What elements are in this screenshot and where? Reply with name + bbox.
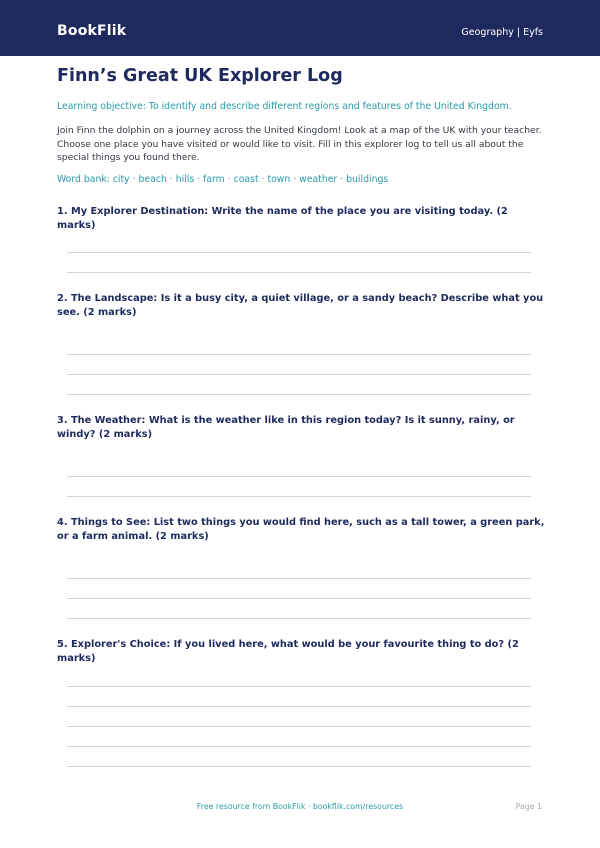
answer-line[interactable] [67,476,531,477]
footer-credit[interactable]: Free resource from BookFlik · bookflik.com/resources [196,802,404,811]
answer-line[interactable] [67,766,531,767]
answer-line[interactable] [67,706,531,707]
word-bank: Word bank: city · beach · hills · farm · coast · town · weather · buildings [57,174,389,185]
answer-line[interactable] [67,578,531,579]
answer-line[interactable] [67,374,531,375]
subject-label: Geography | Eyfs [461,27,543,38]
question-5: 5. Explorer's Choice: If you lived here, what would be your favourite thing to do? (2 marks) [57,639,519,664]
page-title: Finn’s Great UK Explorer Log [57,66,343,86]
answer-line[interactable] [67,394,531,395]
answer-line[interactable] [67,272,531,273]
answer-line[interactable] [67,618,531,619]
learning-objective: Learning objective: To identify and describe different regions and features of the United Kingdom. [57,101,512,112]
brand-logo[interactable]: BookFlik [57,23,127,39]
answer-line[interactable] [67,354,531,355]
answer-line[interactable] [67,252,531,253]
answer-line[interactable] [67,496,531,497]
question-4: 4. Things to See: List two things you would find here, such as a tall tower, a green park, or a farm animal. (2 marks) [57,517,545,542]
question-2: 2. The Landscape: Is it a busy city, a quiet village, or a sandy beach? Describe what you see. (2 marks) [57,293,544,318]
page-header [0,0,600,56]
question-3: 3. The Weather: What is the weather like in this region today? Is it sunny, rainy, or windy? (2 marks) [57,415,515,440]
answer-line[interactable] [67,726,531,727]
page-number: Page 1 [515,802,542,811]
answer-line[interactable] [67,686,531,687]
answer-line[interactable] [67,598,531,599]
intro-text: Join Finn the dolphin on a journey across the United Kingdom! Look at a map of the UK with your teacher. Choose one place you have visited or would like to visit. Fill in this explorer log to tell us all about the special things you found there. [57,125,542,164]
question-1: 1. My Explorer Destination: Write the name of the place you are visiting today. (2 marks) [57,206,508,231]
answer-line[interactable] [67,746,531,747]
